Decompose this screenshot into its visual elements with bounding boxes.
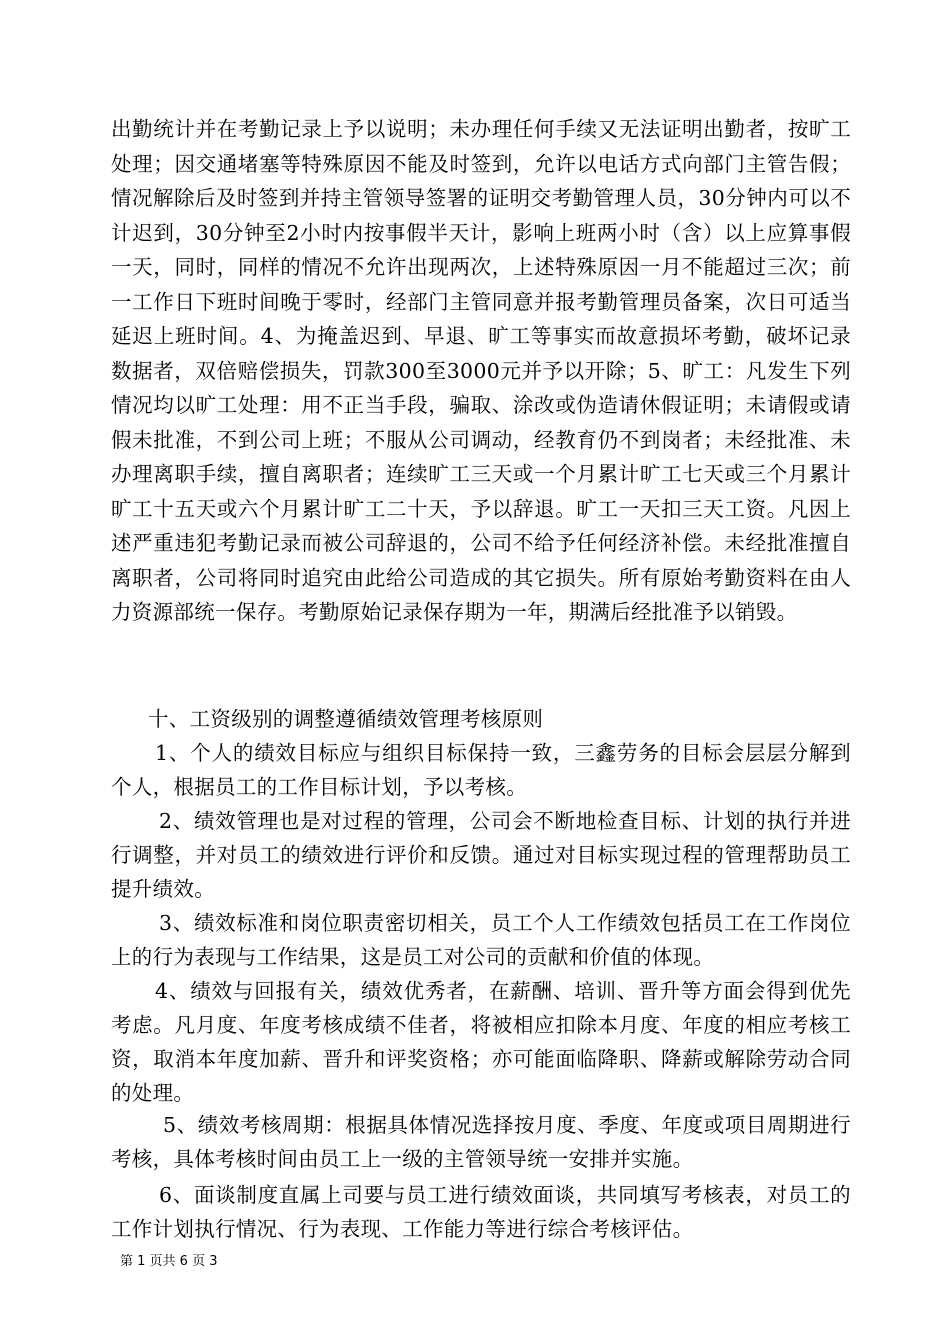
attendance-paragraph: 出勤统计并在考勤记录上予以说明；未办理任何手续又无法证明出勤者，按旷工处理；因交通堵塞等特殊原因不能及时签到，允许以电话方式向部门主管告假；情况解除后及时签到并持主管领导签署的证明交考勤管理人员，30分钟内可以不计迟到，30分钟至2小时内按事假半天计，影响上班两小时（含）以上应算事假一天，同时，同样的情况不允许出现两次，上述特殊原因一月不能超过三次；前一工作日下班时间晚于零时，经部门主管同意并报考勤管理员备案，次日可适当延迟上班时间。4、为掩盖迟到、早退、旷工等事实而故意损坏考勤，破坏记录数据者，双倍赔偿损失，罚款300至3000元并予以开除；5、旷工：凡发生下列情况均以旷工处理：用不正当手段，骗取、涂改或伪造请休假证明；未请假或请假未批准，不到公司上班；不服从公司调动，经教育仍不到岗者；未经批准、未办理离职手续，擅自离职者；连续旷工三天或一个月累计旷工七天或三个月累计旷工十五天或六个月累计旷工二十天，予以辞退。旷工一天扣三天工资。凡因上述严重违犯考勤记录而被公司辞退的，公司不给予任何经济补偿。未经批准擅自离职者，公司将同时追究由此给公司造成的其它损失。所有原始考勤资料在由人力资源部统一保存。考勤原始记录保存期为一年，期满后经批准予以销毁。 (111, 117, 851, 624)
page-footer: 第 1 页共 6 页 3 (120, 1254, 218, 1269)
list-item-5: 5、绩效考核周期：根据具体情况选择按月度、季度、年度或项目周期进行考核，具体考核时间由员工上一级的主管领导统一安排并实施。 (111, 1113, 851, 1171)
list-item-2: 2、绩效管理也是对过程的管理，公司会不断地检查目标、计划的执行并进行调整，并对员工的绩效进行评价和反馈。通过对目标实现过程的管理帮助员工提升绩效。 (111, 809, 851, 901)
list-item-4: 4、绩效与回报有关，绩效优秀者，在薪酬、培训、晋升等方面会得到优先考虑。凡月度、年度考核成绩不佳者，将被相应扣除本月度、年度的相应考核工资，取消本年度加薪、晋升和评奖资格；亦可能面临降职、降薪或解除劳动合同的处理。 (111, 979, 851, 1105)
list-item-6: 6、面谈制度直属上司要与员工进行绩效面谈，共同填写考核表，对员工的工作计划执行情况、行为表现、工作能力等进行综合考核评估。 (111, 1183, 851, 1241)
list-item-1: 1、个人的绩效目标应与组织目标保持一致，三鑫劳务的目标会层层分解到个人，根据员工的工作目标计划，予以考核。 (111, 741, 851, 799)
section-heading: 十、工资级别的调整遵循绩效管理考核原则 (148, 707, 544, 731)
list-item-3: 3、绩效标准和岗位职责密切相关，员工个人工作绩效包括员工在工作岗位上的行为表现与工作结果，这是员工对公司的贡献和价值的体现。 (111, 911, 851, 969)
